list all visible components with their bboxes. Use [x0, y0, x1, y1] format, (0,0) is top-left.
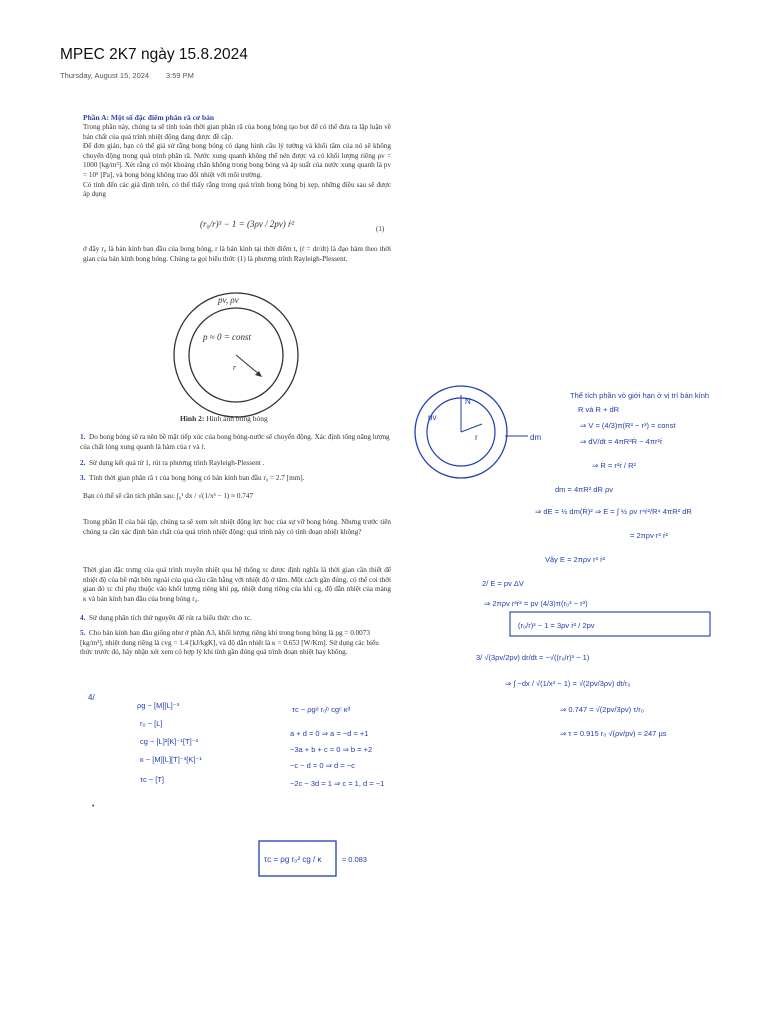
hw-line: ⇒ Ṙ = r²ṙ / R² [592, 461, 636, 470]
final-answer-value: ≈ 0.083 [342, 855, 367, 864]
bubble-figure [174, 293, 298, 417]
paragraph: ở đây r₀ là bán kính ban đầu của bong bóng, r là bán kính tại thời điểm t, (ṙ = dr/dt) là đạo hàm theo thời gian của bán kính bong bóng. Chúng ta gọi biểu thức (1) là phương trình Rayleigh-Plessent. [83, 245, 391, 263]
note-date: Thursday, August 15, 2024 [60, 71, 150, 80]
radius-label: r [233, 363, 237, 372]
inner-label: p ≈ 0 = const [203, 332, 252, 342]
hw-line: κ ~ [M][L][T]⁻³[K]⁻¹ [140, 755, 202, 764]
hw-line: ⇒ dE = ½ dm(Ṙ)² ⇒ E = ∫ ½ ρv r⁴ṙ²/R⁴ 4πR² dR [535, 507, 692, 516]
part-c-intro [83, 566, 391, 604]
question-number: 2. [80, 459, 86, 467]
dm-label: dm [530, 433, 542, 442]
final-answer: τc = ρg r₀² cg / κ [264, 855, 322, 864]
hw-line: τc ~ [T] [140, 775, 165, 784]
hw-line: ⇒ 0.747 = √(2pv/3ρv) τ/r₀ [560, 705, 644, 714]
handwritten-dimensional-analysis [88, 693, 384, 810]
hw-line: Thể tích phần vỏ giới hạn ở vị trí bán kính [570, 391, 710, 400]
paragraph: Có tính đến các giả định trên, có thể thấy rằng trong quá trình bong bóng bị xẹp, những điều sau sẽ được áp dụng [83, 180, 391, 199]
hw-line: (r₀/r)³ − 1 = 3ρv ṙ² / 2pv [518, 621, 595, 630]
note-title: MPEC 2K7 ngày 15.8.2024 [60, 46, 248, 63]
hw-line: ⇒ dV/dt = 4πR²Ṙ − 4πr²ṙ [580, 437, 663, 446]
question-2 [80, 459, 392, 469]
question-1 [80, 433, 392, 452]
sketch-n-label: N [465, 397, 471, 406]
hw-line: −3a + b + c = 0 ⇒ b = +2 [290, 745, 373, 754]
radius-arrow [236, 355, 260, 375]
hw-line: a + d = 0 ⇒ a = −d = +1 [290, 729, 369, 738]
note-time: 3:59 PM [166, 71, 194, 80]
question-number: 1. [80, 433, 86, 441]
hw-line: r₀ ~ [L] [140, 719, 163, 728]
integral-hint: Bạn có thể sẽ cần tích phân sau: ∫₀¹ dx / √(1/x³ − 1) ≈ 0.747 [83, 492, 254, 500]
question-text: Sử dụng phân tích thứ nguyên để rút ra biểu thức cho τc. [89, 614, 252, 622]
question-5 [80, 629, 392, 658]
caption-bold: Hình 2: [180, 414, 205, 423]
hw-line: dm = 4πR² dR ρv [555, 485, 613, 494]
hw-line: 3/ √(3ρv/2pv) dr/dt = −√((r₀/r)³ − 1) [476, 653, 590, 662]
figure-caption [180, 414, 268, 423]
hw-line: = 2πρv r³ ṙ² [630, 531, 668, 540]
hw-line: ⇒ τ = 0.915 r₀ √(ρv/pv) ≈ 247 µs [560, 729, 667, 738]
hw-line: 2/ E = pv ΔV [482, 579, 524, 588]
question-number: 3. [80, 474, 86, 482]
handwritten-sketch [415, 386, 528, 478]
hw-line: Vậy E = 2πρv r³ ṙ² [545, 555, 606, 564]
question-text: Sử dụng kết quả từ 1, rút ra phương trình Rayleigh-Plessent . [89, 459, 265, 467]
question-text: Tính thời gian phân rã τ của bong bóng có bán kính ban đầu r₀ = 2.7 [mm]. [89, 474, 305, 482]
caption-text: Hình ảnh bong bóng [204, 414, 268, 423]
hw-line: τc ~ ρgᵃ r₀ᵇ cgᶜ κᵈ [292, 705, 351, 714]
rayleigh-equation: (r₀/r)³ − 1 = (3ρv / 2pv) ṙ² [200, 219, 295, 229]
sketch-p-label: pv [428, 413, 437, 422]
paragraph: Để đơn giản, bạn có thể giả sử rằng bong bóng có dạng hình cầu lý tưởng và khối tâm của nó sẽ không chuyển động trong quá trình phân rã. Nước xung quanh không thể nén được và có khối lượng riêng ρv = 1000 [kg/m³]. Xét rằng có một khoảng chân không trong bong bóng và áp suất của nước xung quanh là pv = 10⁵ [Pa], và bong bóng không trao đổi nhiệt với môi trường. [83, 142, 391, 179]
paragraph: Thời gian đặc trưng của quá trình truyền nhiệt qua hệ thống τc được định nghĩa là thời gian cần thiết để nhiệt độ của bề mặt bên ngoài của quả cầu cân bằng với nhiệt độ ở tâm. Một cách gần đúng, có thể coi thời gian đó τc chỉ phụ thuộc vào khối lượng riêng khí ρg, nhiệt dung riêng của khí cg, độ dẫn nhiệt của màng κ và bán kính ban đầu của bong bóng r₀. [83, 566, 391, 603]
part-b-intro [83, 518, 391, 537]
question-4 [80, 614, 392, 624]
equation-number: (1) [376, 225, 385, 233]
sketch-radius-small [461, 424, 482, 432]
hw-line: 4/ [88, 693, 95, 702]
hw-line: ⇒ V = (4/3)π(R³ − r³) = const [580, 421, 676, 430]
question-text: Cho bán kính ban đầu giống như ở phần A3, khối lượng riêng khí trong bong bóng là ρg = 0.0073 [kg/m³], nhiệt dung riêng là cvg = 1.4 [kJ/kgK], và độ dẫn nhiệt là κ = 0.653 [W/Km]. Sử dụng các biểu thức trước đó, hãy nhận xét xem có hợp lý khi tính gần đúng quá trình đoạn nhiệt hay không. [80, 629, 379, 657]
question-number: 5. [80, 629, 86, 637]
question-text: Do bong bóng sẽ ra nên bề mặt tiếp xúc của bong bóng-nước sẽ chuyển động. Xác định tổng năng lượng của chất lỏng xung quanh là hàm của r và ṙ. [80, 433, 390, 451]
question-number: 4. [80, 614, 86, 622]
sketch-r-label: r [475, 433, 478, 442]
hw-line: ⇒ 2πρv r³ṙ² = pv (4/3)π(r₀³ − r³) [484, 599, 588, 608]
hw-line: R và R + dR [578, 405, 620, 414]
hw-line: −c − d = 0 ⇒ d = −c [290, 761, 355, 770]
handwritten-derivation-right [476, 391, 710, 738]
hw-line: ρg ~ [M][L]⁻³ [137, 701, 180, 710]
question-3 [80, 474, 392, 484]
outer-label: pv, ρv [218, 295, 239, 305]
paragraph: Trong phần II của bài tập, chúng ta sẽ xem xét nhiệt động lực học của sự vỡ bong bóng. Nhưng trước tiên chúng ta cần xác định bản chất của quá trình nhiệt động: quá trình này có tính đoạn nhiệt không? [83, 518, 391, 536]
paragraph: Trong phần này, chúng ta sẽ tính toán thời gian phân rã của bong bóng tạo bọt để có thể đưa ra lập luận về bản chất của quá trình nhiệt động đang được đề cập. [83, 123, 391, 141]
hw-line: −2c − 3d = 1 ⇒ c = 1, d = −1 [290, 779, 385, 788]
hw-line: ⇒ ∫ −dx / √(1/x³ − 1) = √(2pv/3ρv) dt/r₀ [505, 679, 631, 688]
part-a-heading: Phần A: Một số đặc điểm phân rã cơ bản [83, 113, 215, 122]
hw-mark: • [92, 803, 95, 810]
hw-line: cg ~ [L]²[K]⁻¹[T]⁻² [140, 737, 199, 746]
